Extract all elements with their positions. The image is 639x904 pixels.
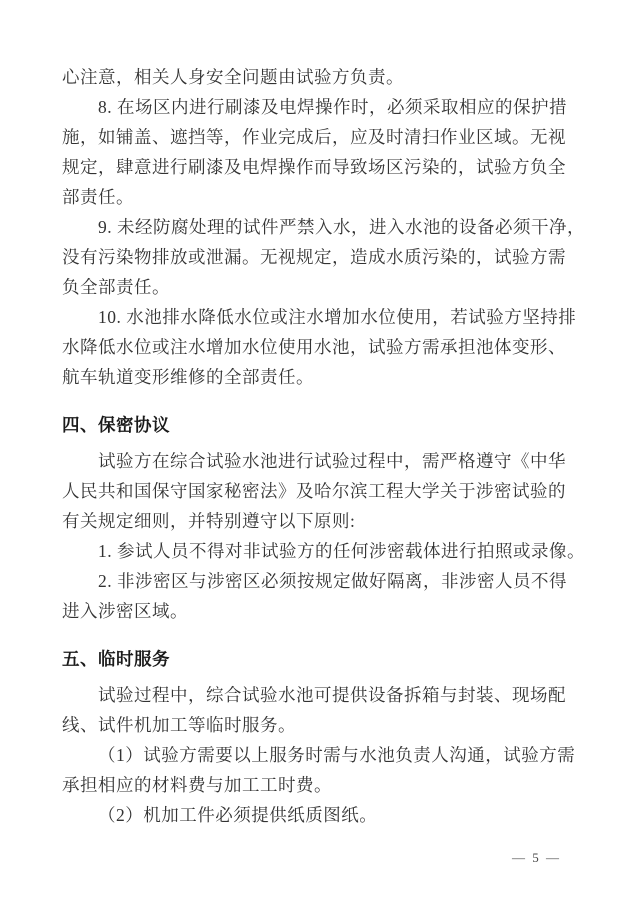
heading-text: 五、临时服务	[62, 649, 170, 669]
heading-text: 四、保密协议	[62, 415, 170, 435]
text-line: 航车轨道变形维修的全部责任。	[62, 367, 314, 387]
text-line: 线、试件机加工等临时服务。	[62, 715, 296, 735]
paragraph	[62, 536, 585, 566]
paragraph	[62, 446, 568, 536]
paragraph	[62, 566, 568, 626]
paragraph	[62, 302, 577, 392]
text-line: 部责任。	[62, 187, 134, 207]
text-line: 2. 非涉密区与涉密区必须按规定做好隔离，非涉密人员不得	[98, 571, 567, 591]
paragraph	[62, 740, 576, 800]
text-line: 10. 水池排水降低水位或注水增加水位使用，若试验方坚持排	[98, 307, 577, 327]
section-heading	[62, 410, 568, 440]
paragraph	[62, 92, 568, 212]
text-line: 施，如铺盖、遮挡等，作业完成后，应及时清扫作业区域。无视	[62, 127, 566, 147]
text-line: 没有污染物排放或泄漏。无视规定，造成水质污染的，试验方需	[62, 247, 566, 267]
text-line: （2）机加工件必须提供纸质图纸。	[98, 805, 378, 825]
text-line: 试验方在综合试验水池进行试验过程中，需严格遵守《中华	[98, 451, 566, 471]
text-line: 心注意，相关人身安全问题由试验方负责。	[62, 67, 404, 87]
text-line: 9. 未经防腐处理的试件严禁入水，进入水池的设备必须干净，	[98, 217, 585, 237]
text-line: 1. 参试人员不得对非试验方的任何涉密载体进行拍照或录像。	[98, 541, 585, 561]
text-line: 人民共和国保守国家秘密法》及哈尔滨工程大学关于涉密试验的	[62, 481, 566, 501]
paragraph	[62, 62, 568, 92]
text-line: 规定，肆意进行刷漆及电焊操作而导致场区污染的，试验方负全	[62, 157, 566, 177]
paragraph	[62, 800, 568, 830]
text-line: 进入涉密区域。	[62, 601, 188, 621]
text-line: 承担相应的材料费与加工工时费。	[62, 775, 332, 795]
text-line: 试验过程中，综合试验水池可提供设备拆箱与封装、现场配	[98, 685, 566, 705]
page-number: — 5 —	[512, 850, 561, 865]
text-line: 负全部责任。	[62, 277, 170, 297]
paragraph	[62, 212, 585, 302]
paragraph	[62, 680, 568, 740]
text-line: 8. 在场区内进行刷漆及电焊操作时，必须采取相应的保护措	[98, 97, 567, 117]
document-body	[62, 62, 585, 830]
text-line: 有关规定细则，并特别遵守以下原则:	[62, 511, 356, 531]
text-line: （1）试验方需要以上服务时需与水池负责人沟通，试验方需	[98, 745, 576, 765]
text-line: 水降低水位或注水增加水位使用水池，试验方需承担池体变形、	[62, 337, 566, 357]
section-heading	[62, 644, 568, 674]
